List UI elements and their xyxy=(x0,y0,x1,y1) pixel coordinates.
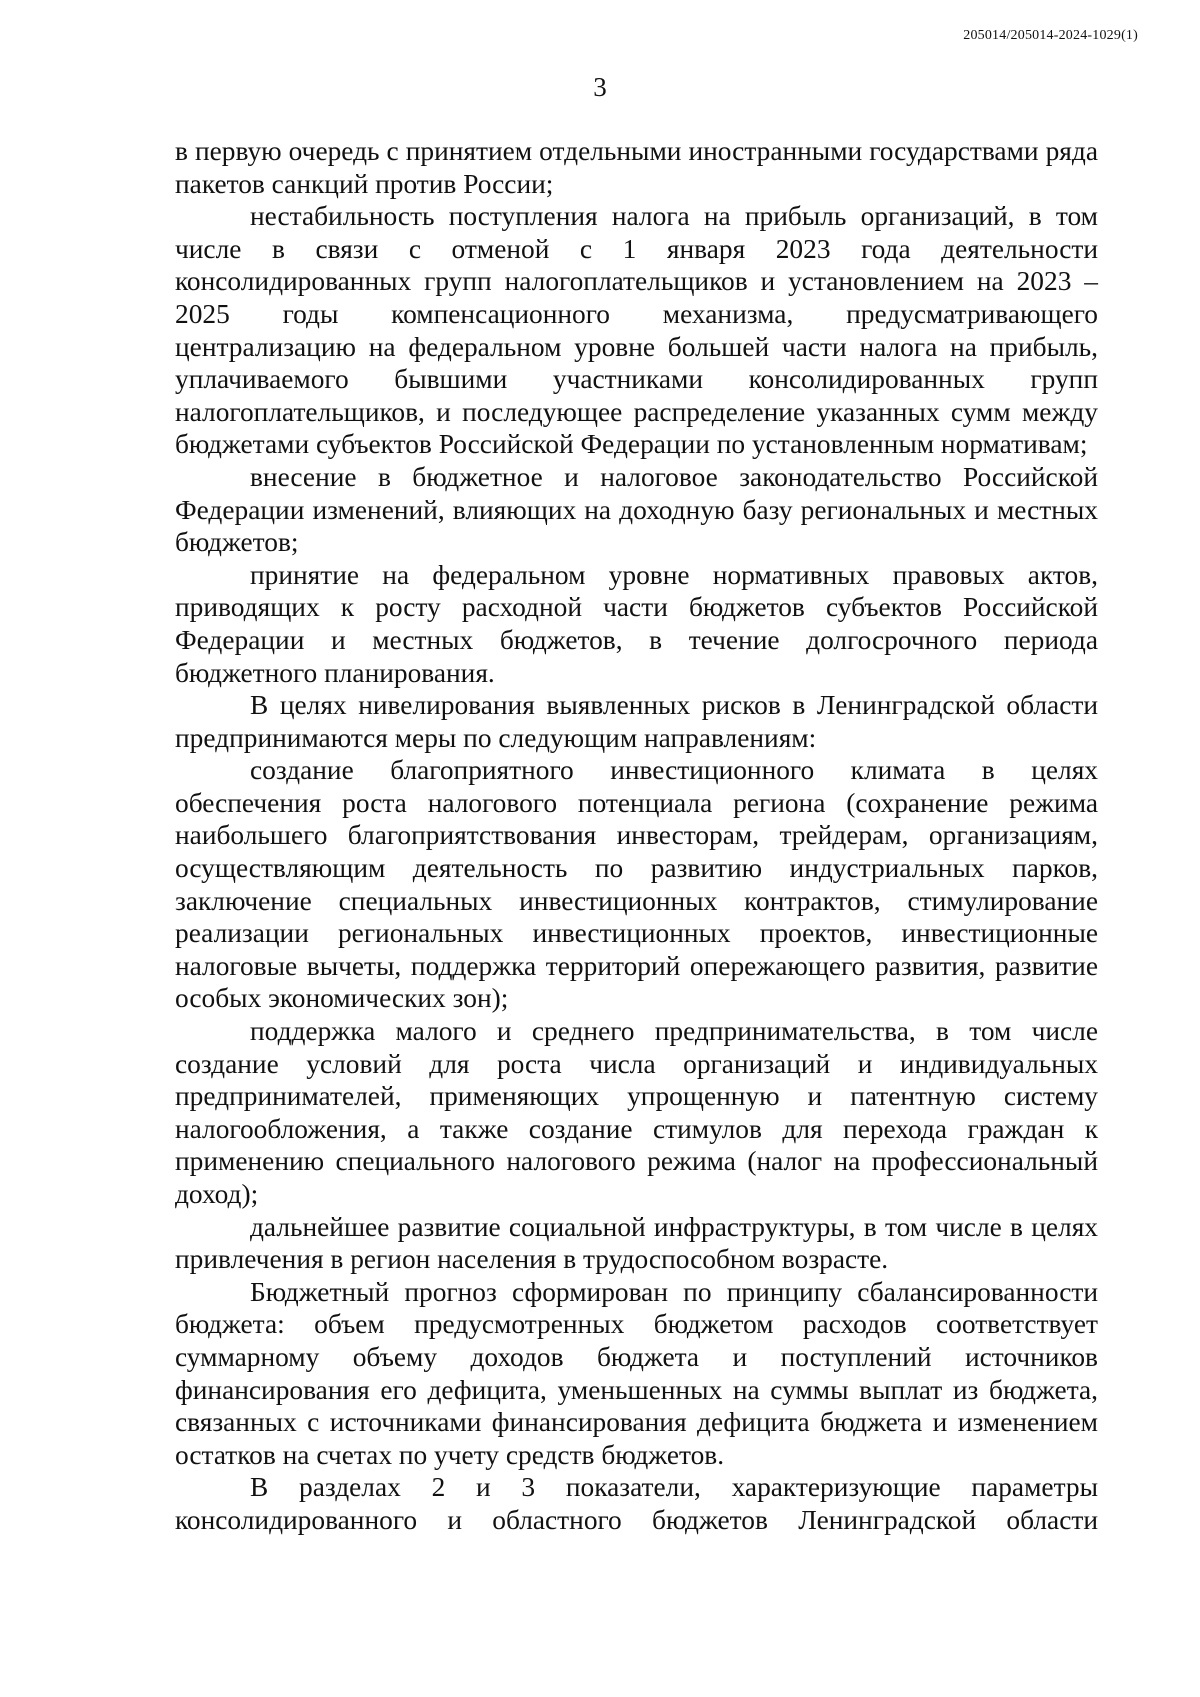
paragraph-small-business: поддержка малого и среднего предпринимательства, в том числе создание условий для роста числа организаций и индивидуальных предпринимателей, применяющих упрощенную и патентную систему налогообложения, а также создание стимулов для перехода граждан к применению специального налогового режима (налог на профессиональный доход); xyxy=(175,1016,1098,1209)
page-number: 3 xyxy=(593,72,607,102)
paragraph-investment-climate: создание благоприятного инвестиционного климата в целях обеспечения роста налогового потенциала региона (сохранение режима наибольшего благоприятствования инвесторам, трейдерам, организациям, осуществляющим деятельность по развитию индустриальных парков, заключение специальных инвестиционных контрактов, стимулирование реализации региональных инвестиционных проектов, инвестиционные налоговые вычеты, поддержка территорий опережающего развития, развитие особых экономических зон); xyxy=(175,755,1098,1014)
document-id: 205014/205014-2024-1029(1) xyxy=(963,28,1138,43)
paragraph-federal-acts: принятие на федеральном уровне нормативных правовых актов, приводящих к росту расходной части бюджетов субъектов Российской Федерации и местных бюджетов, в течение долгосрочного периода бюджетного планирования. xyxy=(175,559,1098,688)
paragraph-budget-balance: Бюджетный прогноз сформирован по принципу сбалансированности бюджета: объем предусмотренных бюджетом расходов соответствует суммарному объему доходов бюджета и поступлений источников финансирования его дефицита, уменьшенных на суммы выплат из бюджета, связанных с источниками финансирования дефицита бюджета и изменением остатков на счетах по учету средств бюджетов. xyxy=(175,1276,1098,1470)
paragraph-social-infrastructure: дальнейшее развитие социальной инфраструктуры, в том числе в целях привлечения в регион населения в трудоспособном возрасте. xyxy=(175,1211,1098,1275)
paragraph-profit-tax-risk: нестабильность поступления налога на прибыль организаций, в том числе в связи с отменой с 1 января 2023 года деятельности консолидированных групп налогоплательщиков и установлением на 2023 – 2025 годы компенсационного механизма, предусматривающего централизацию на федеральном уровне большей части налога на прибыль, уплачиваемого бывшими участниками консолидированных групп налогоплательщиков, и последующее распределение указанных сумм между бюджетами субъектов Российской Федерации по установленным нормативам; xyxy=(175,201,1098,460)
document-body xyxy=(175,135,1098,1537)
paragraph-legislation-changes: внесение в бюджетное и налоговое законодательство Российской Федерации изменений, влияющих на доходную базу региональных и местных бюджетов; xyxy=(175,461,1098,558)
paragraph-sections-indicators: В разделах 2 и 3 показатели, характеризующие параметры консолидированного и областного бюджетов Ленинградской области xyxy=(175,1472,1098,1535)
paragraph-continuation: в первую очередь с принятием отдельными иностранными государствами ряда пакетов санкций против России; xyxy=(175,136,1098,199)
paragraph-mitigation-intro: В целях нивелирования выявленных рисков в Ленинградской области предпринимаются меры по следующим направлениям: xyxy=(175,690,1098,753)
